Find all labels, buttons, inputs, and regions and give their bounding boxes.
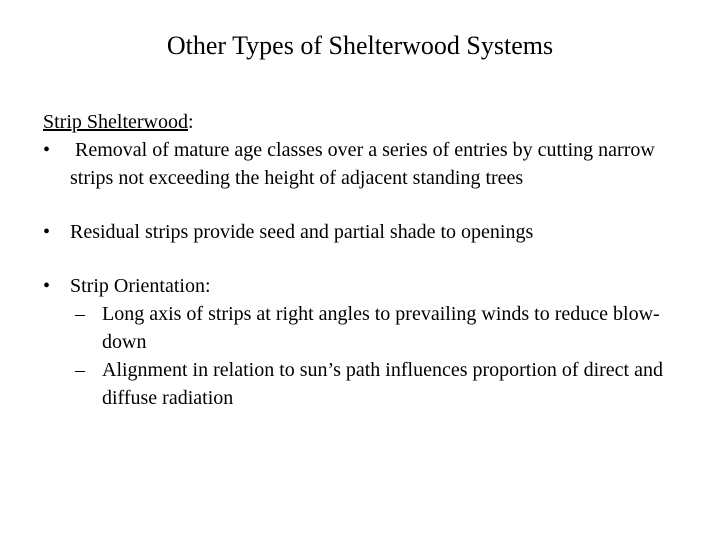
subheading-colon: :: [188, 111, 194, 133]
slide-title: Other Types of Shelterwood Systems: [166, 31, 554, 60]
bullet-text: Removal of mature age classes over a series of entries by cutting narrow strips not exceeding the height of adjacent standing trees: [70, 139, 660, 189]
subheading: [43, 108, 693, 136]
dash-marker: –: [75, 359, 85, 381]
bullet-marker: •: [43, 221, 51, 243]
bullet-marker: •: [43, 139, 51, 161]
bullet-marker: •: [43, 275, 51, 297]
sub-bullet-text: Long axis of strips at right angles to prevailing winds to reduce blow-down: [102, 303, 660, 353]
bullet-item-removal: [43, 136, 693, 192]
dash-marker: –: [75, 303, 85, 325]
bullet-item-residual: [43, 218, 693, 246]
bullet-text: Strip Orientation:: [70, 275, 211, 297]
bullet-text: Residual strips provide seed and partial shade to openings: [70, 221, 534, 243]
slide-body: [43, 108, 693, 412]
sub-bullet-item-wind: [43, 300, 693, 356]
bullet-item-orientation: [43, 272, 693, 300]
subheading-label: Strip Shelterwood: [43, 111, 188, 133]
sub-bullet-text: Alignment in relation to sun’s path influences proportion of direct and diffuse radiation: [102, 359, 663, 409]
sub-bullet-item-sun: [43, 356, 693, 412]
